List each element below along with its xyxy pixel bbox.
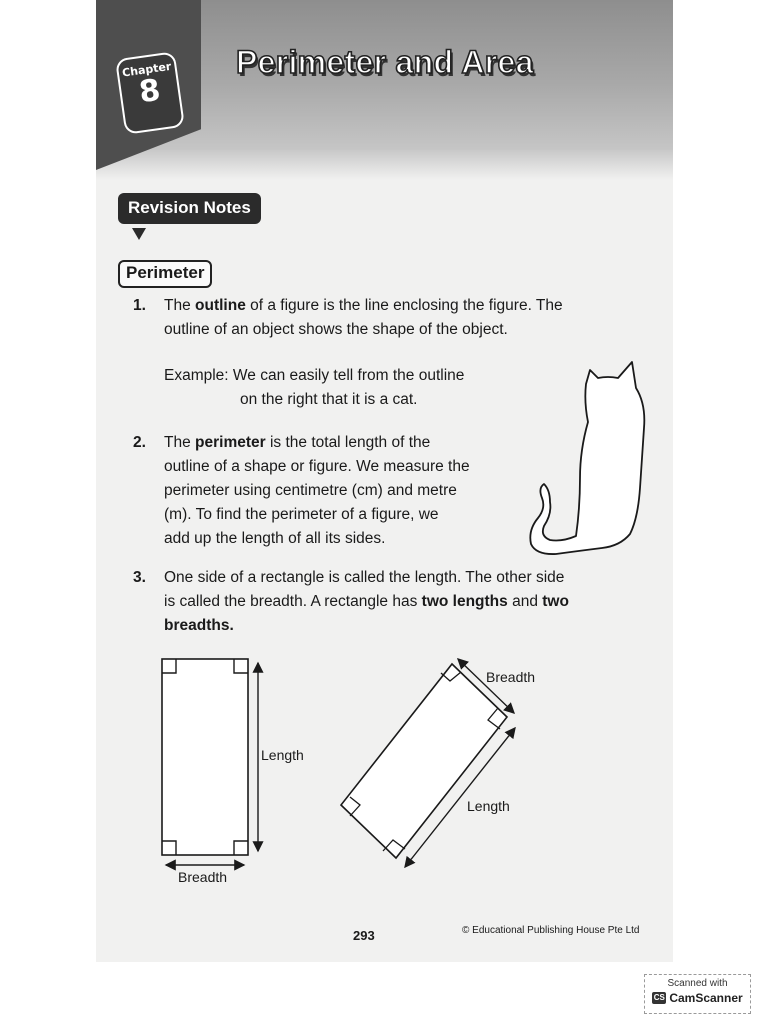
note-text: The bbox=[164, 297, 196, 314]
rect1-length-label: Length bbox=[261, 747, 304, 763]
note-text: The bbox=[164, 434, 196, 451]
revision-notes-tag: Revision Notes bbox=[118, 193, 261, 224]
scanner-name: CamScanner bbox=[669, 991, 743, 1005]
page-number: 293 bbox=[353, 928, 375, 943]
note-1 bbox=[133, 294, 563, 342]
chapter-badge bbox=[115, 51, 185, 135]
note-2 bbox=[133, 431, 470, 551]
note-line: perimeter using centimetre (cm) and metre bbox=[164, 482, 457, 499]
note-text: and bbox=[507, 593, 543, 610]
example-line: on the right that it is a cat. bbox=[240, 391, 418, 408]
section-heading-perimeter: Perimeter bbox=[118, 260, 212, 288]
cat-outline-icon bbox=[528, 358, 653, 558]
note-text: is the total length of the bbox=[265, 434, 431, 451]
note-bold-term: perimeter bbox=[195, 434, 266, 451]
note-bold-term: two bbox=[542, 593, 569, 610]
example-text bbox=[164, 364, 464, 412]
rectangle-diagrams bbox=[96, 645, 673, 885]
note-number: 1. bbox=[133, 297, 146, 314]
rect2-breadth-label: Breadth bbox=[486, 669, 536, 685]
note-line: outline of a shape or figure. We measure the bbox=[164, 458, 470, 475]
note-number: 2. bbox=[133, 434, 146, 451]
scanner-caption: Scanned with bbox=[667, 978, 728, 989]
camscanner-logo-icon: CS bbox=[653, 993, 665, 1002]
revision-tag-tail bbox=[132, 228, 146, 240]
header-fade bbox=[96, 150, 673, 180]
note-line bbox=[164, 294, 563, 318]
note-text: of a figure is the line enclosing the figure. The bbox=[245, 297, 563, 314]
tilted-rectangle bbox=[341, 659, 515, 867]
note-text: is called the breadth. A rectangle has bbox=[164, 593, 422, 610]
example-line: Example: We can easily tell from the outline bbox=[164, 367, 465, 384]
note-bold-term: two lengths bbox=[421, 593, 508, 610]
note-line: One side of a rectangle is called the length. The other side bbox=[164, 569, 565, 586]
note-line: outline of an object shows the shape of the object. bbox=[164, 321, 508, 338]
copyright-notice: © Educational Publishing House Pte Ltd bbox=[462, 925, 640, 936]
note-bold-term: outline bbox=[195, 297, 246, 314]
rect1-breadth-label: Breadth bbox=[178, 869, 228, 885]
rect2-length-label: Length bbox=[467, 798, 510, 814]
note-line bbox=[164, 590, 569, 614]
note-line: (m). To find the perimeter of a figure, we bbox=[164, 506, 439, 523]
chapter-number: 8 bbox=[137, 72, 163, 111]
note-line: add up the length of all its sides. bbox=[164, 530, 386, 547]
page-title: Perimeter and Area bbox=[236, 44, 534, 80]
upright-rectangle bbox=[162, 659, 258, 865]
note-line bbox=[164, 431, 470, 455]
note-line: breadths. bbox=[164, 617, 234, 634]
note-number: 3. bbox=[133, 569, 146, 586]
textbook-page bbox=[96, 0, 673, 962]
chapter-word: Chapter bbox=[121, 59, 173, 80]
camscanner-watermark bbox=[644, 974, 751, 1014]
note-3 bbox=[133, 566, 569, 638]
scanner-brand bbox=[645, 991, 750, 1005]
